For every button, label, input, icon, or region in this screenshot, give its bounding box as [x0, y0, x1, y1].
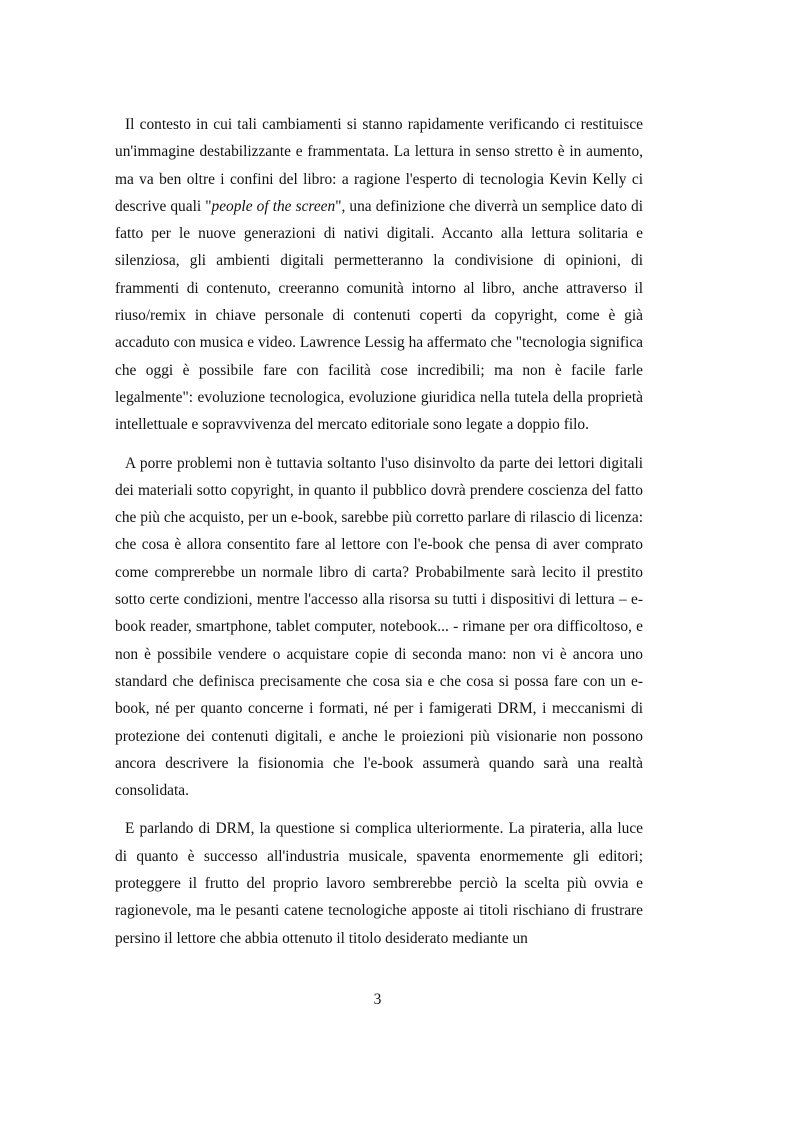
paragraph-1	[115, 111, 643, 439]
document-body	[115, 111, 643, 963]
paragraph-2: A porre problemi non è tuttavia soltanto l'uso disinvolto da parte dei lettori digitali dei materiali sotto copyright, in quanto il pubblico dovrà prendere coscienza del fatto che più che acquisto, per un e-book, sarebbe più corretto parlare di rilascio di licenza: che cosa è allora consentito fare al lettore con l'e-book che pensa di aver comprato come comprerebbe un normale libro di carta? Probabilmente sarà lecito il prestito sotto certe condizioni, mentre l'accesso alla risorsa su tutti i dispositivi di lettura – e-book reader, smartphone, tablet computer, notebook... - rimane per ora difficoltoso, e non è possibile vendere o acquistare copie di seconda mano: non vi è ancora uno standard che definisca precisamente che cosa sia e che cosa si possa fare con un e-book, né per quanto concerne i formati, né per i famigerati DRM, i meccanismi di protezione dei contenuti digitali, e anche le proiezioni più visionarie non possono ancora descrivere la fisionomia che l'e-book assumerà quando sarà una realtà consolidata.	[115, 454, 643, 800]
paragraph-1-text-start: Il contesto in cui tali cambiamenti si stanno rapidamente verificando ci restituisce un'immagine destabilizzante e frammentata. La lettura in senso stretto è in aumento, ma va ben oltre i confini del libro: a ragione l'esperto di tecnologia Kevin Kelly ci descrive quali "	[115, 116, 643, 215]
paragraph-1-text-end: ", una definizione che diverrà un semplice dato di fatto per le nuove generazioni di nativi digitali. Accanto alla lettura solitaria e silenziosa, gli ambienti digitali permetteranno la condivisione di opinioni, di frammenti di contenuto, creeranno comunità intorno al libro, anche attraverso il riuso/remix in chiave personale di contenuti coperti da copyright, come è già accaduto con musica e video. Lawrence Lessig ha affermato che "tecnologia significa che oggi è possibile fare con facilità cose incredibili; ma non è facile farle legalmente": evoluzione tecnologica, evoluzione giuridica nella tutela della proprietà intellettuale e sopravvivenza del mercato editoriale sono legate a doppio filo.	[115, 197, 643, 434]
paragraph-3: E parlando di DRM, la questione si complica ulteriormente. La pirateria, alla luce di quanto è successo all'industria musicale, spaventa enormemente gli editori; proteggere il frutto del proprio lavoro sembrerebbe perciò la scelta più ovvia e ragionevole, ma le pesanti catene tecnologiche apposte ai titoli rischiano di frustrare persino il lettore che abbia ottenuto il titolo desiderato mediante un	[115, 820, 643, 947]
paragraph-1-italic-phrase: people of the screen	[211, 197, 336, 215]
page-number: 3	[373, 991, 382, 1008]
